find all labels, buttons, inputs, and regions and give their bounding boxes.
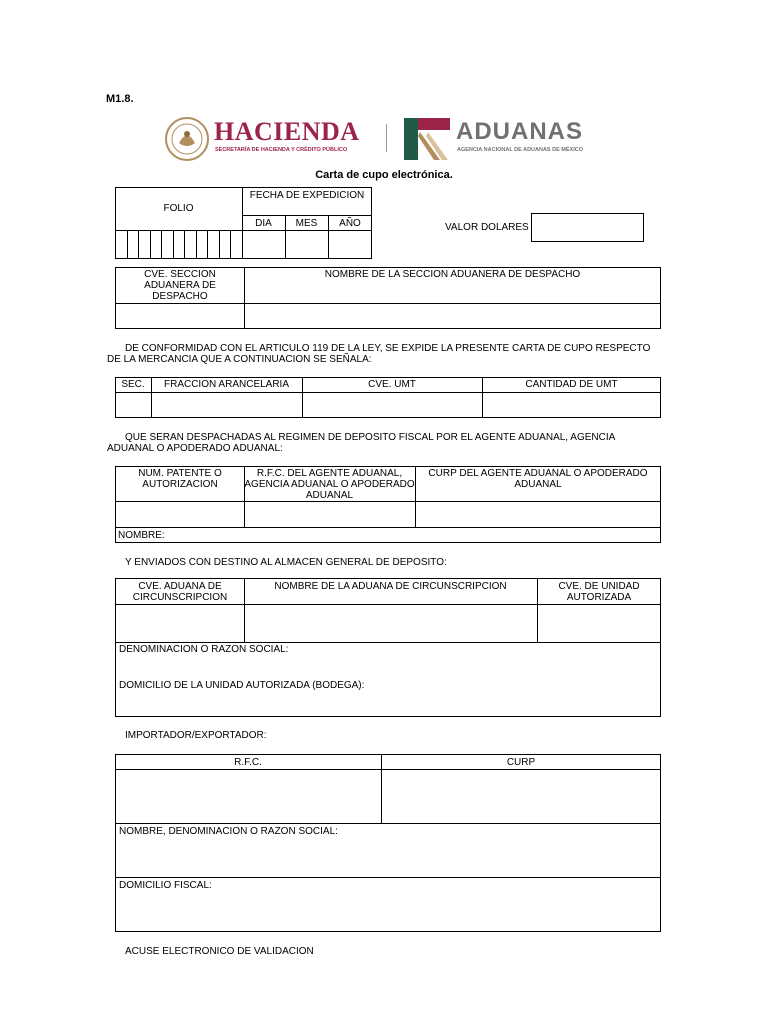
importador-label: IMPORTADOR/EXPORTADOR: <box>125 730 267 741</box>
paragraph-articulo-119: DE CONFORMIDAD CON EL ARTICULO 119 DE LA LEY, SE EXPIDE LA PRESENTE CARTA DE CUPO RESPECTO DE LA MERCANCIA QUE A CONTINUACION SE SEÑALA: <box>107 343 651 365</box>
valor-dolares-field[interactable] <box>531 213 644 242</box>
nombre-aduana-header: NOMBRE DE LA ADUANA DE CIRCUNSCRIPCION <box>274 581 507 592</box>
fecha-label: FECHA DE EXPEDICION <box>249 190 365 201</box>
domicilio-fiscal-label: DOMICILIO FISCAL: <box>119 880 212 891</box>
logo-divider <box>386 124 387 152</box>
page-title: Carta de cupo electrónica. <box>315 169 453 181</box>
aduanas-logo-subtitle: AGENCIA NACIONAL DE ADUANAS DE MÉXICO <box>457 147 583 153</box>
form-code: M1.8. <box>106 93 134 105</box>
cve-umt-header: CVE. UMT <box>368 379 416 390</box>
paragraph-almacen: Y ENVIADOS CON DESTINO AL ALMACEN GENERAL DE DEPOSITO: <box>125 557 447 568</box>
curp-importador-header: CURP <box>506 757 536 768</box>
mes-label: MES <box>295 218 318 229</box>
hacienda-seal-icon <box>164 116 210 162</box>
nombre-seccion-label: NOMBRE DE LA SECCION ADUANERA DE DESPACHO <box>324 269 581 280</box>
fraccion-header: FRACCION ARANCELARIA <box>163 379 290 390</box>
rfc-agente-header: R.F.C. DEL AGENTE ADUANAL, AGENCIA ADUANAL O APODERADO ADUANAL <box>244 468 415 501</box>
anio-label: AÑO <box>339 218 361 229</box>
cve-unidad-header: CVE. DE UNIDAD AUTORIZADA <box>558 581 640 603</box>
patente-header: NUM. PATENTE O AUTORIZACION <box>138 468 222 490</box>
domicilio-bodega-label: DOMICILIO DE LA UNIDAD AUTORIZADA (BODEGA): <box>119 680 365 691</box>
cve-aduana-header: CVE. ADUANA DE CIRCUNSCRIPCION <box>132 581 228 603</box>
acuse-label: ACUSE ELECTRONICO DE VALIDACION <box>125 946 314 957</box>
denominacion-label: DENOMINACION O RAZON SOCIAL: <box>119 644 289 655</box>
valor-dolares-label: VALOR DOLARES <box>445 222 529 233</box>
paragraph-deposito-fiscal: QUE SERAN DESPACHADAS AL REGIMEN DE DEPOSITO FISCAL POR EL AGENTE ADUANAL, AGENCIA ADUANAL O APODERADO ADUANAL: <box>107 432 615 454</box>
nombre-agente-label: NOMBRE: <box>118 530 165 541</box>
rfc-importador-header: R.F.C. <box>234 757 262 768</box>
dia-label: DIA <box>255 218 272 229</box>
hacienda-logo-text: HACIENDA <box>214 117 360 146</box>
cve-seccion-label: CVE. SECCION ADUANERA DE DESPACHO <box>144 269 216 302</box>
hacienda-logo-subtitle: SECRETARÍA DE HACIENDA Y CRÉDITO PÚBLICO <box>215 147 348 153</box>
cantidad-umt-header: CANTIDAD DE UMT <box>525 379 618 390</box>
sec-header: SEC. <box>121 379 145 390</box>
nombre-importador-label: NOMBRE, DENOMINACION O RAZON SOCIAL: <box>119 826 338 837</box>
curp-agente-header: CURP DEL AGENTE ADUANAL O APODERADO ADUANAL <box>428 468 648 490</box>
aduanas-logo-text: ADUANAS <box>456 118 583 145</box>
aduanas-emblem-icon <box>404 116 450 162</box>
folio-label: FOLIO <box>163 203 194 214</box>
